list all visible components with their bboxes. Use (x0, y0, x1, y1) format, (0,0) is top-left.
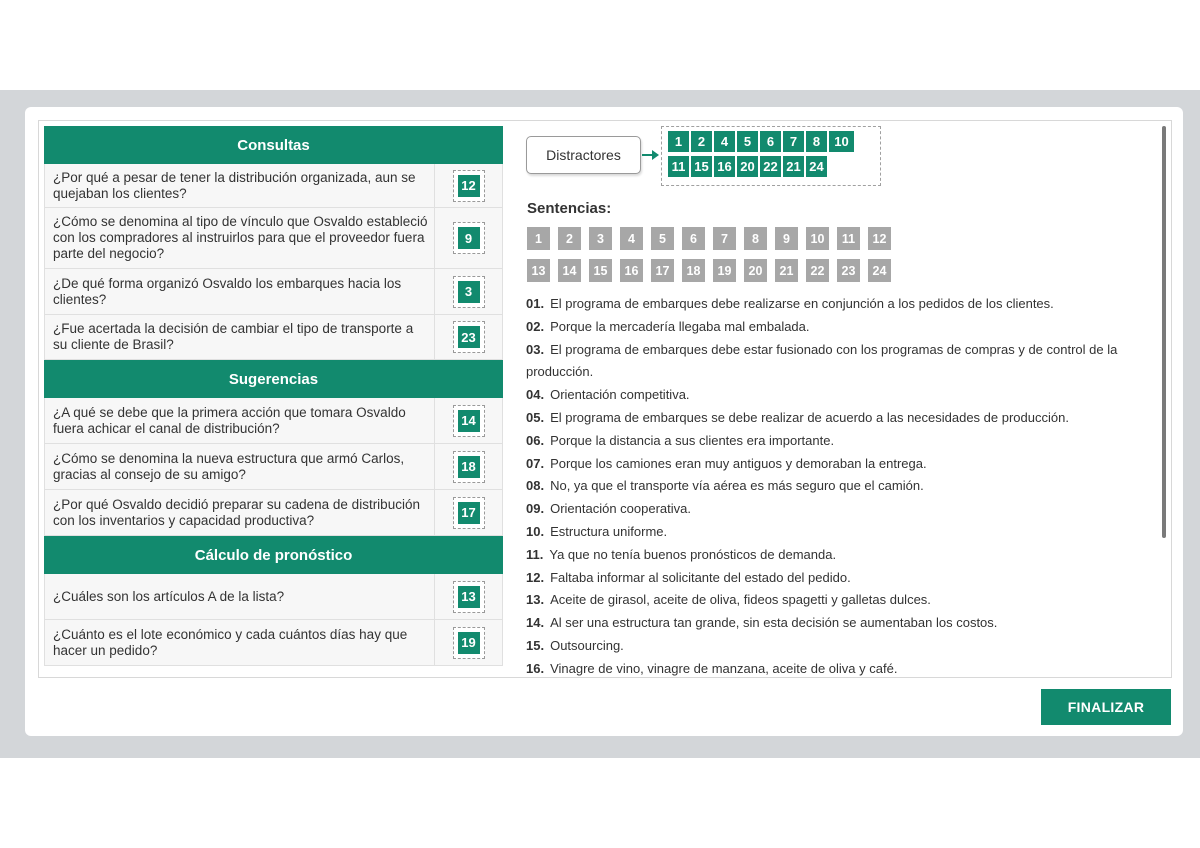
question-row (44, 164, 503, 208)
sentence-number: 04. (526, 387, 545, 403)
sentence-number: 03. (526, 341, 545, 357)
sentence-tile[interactable]: 22 (806, 259, 829, 282)
sentence-number: 12. (526, 569, 545, 585)
sentence-number: 06. (526, 432, 545, 448)
sentence-tile[interactable]: 15 (589, 259, 612, 282)
sentence-number: 05. (526, 409, 545, 425)
sentence-tile[interactable]: 5 (651, 227, 674, 250)
list-item (526, 293, 1154, 316)
sentence-number: 09. (526, 501, 545, 517)
sentence-tile[interactable]: 9 (775, 227, 798, 250)
answer-tile[interactable]: 19 (458, 632, 480, 654)
sentence-text: Ya que no tenía buenos pronósticos de demanda. (549, 546, 837, 562)
list-item (526, 658, 1154, 681)
sentence-tile[interactable]: 2 (558, 227, 581, 250)
sentence-tile[interactable]: 7 (713, 227, 736, 250)
question-row (44, 490, 503, 536)
distractor-tile[interactable]: 15 (691, 156, 712, 177)
answer-drop-zone[interactable] (453, 321, 485, 353)
vertical-scrollbar[interactable] (1162, 126, 1166, 538)
sentence-tile[interactable]: 1 (527, 227, 550, 250)
answer-cell (434, 208, 502, 268)
answer-drop-zone[interactable] (453, 222, 485, 254)
question-text: ¿A qué se debe que la primera acción que tomara Osvaldo fuera achicar el canal de distribución? (53, 404, 406, 436)
sentence-tile[interactable]: 6 (682, 227, 705, 250)
sentence-tile[interactable]: 23 (837, 259, 860, 282)
answer-drop-zone[interactable] (453, 276, 485, 308)
sentence-tile[interactable]: 12 (868, 227, 891, 250)
question-text: ¿Cómo se denomina la nueva estructura que armó Carlos, gracias al consejo de su amigo? (53, 450, 405, 482)
distractor-tile[interactable]: 21 (783, 156, 804, 177)
question-text: ¿Por qué Osvaldo decidió preparar su cadena de distribución con los inventarios y capacidad productiva? (53, 496, 420, 528)
distractor-tile[interactable]: 8 (806, 131, 827, 152)
question-row (44, 620, 503, 666)
sentence-tile[interactable]: 11 (837, 227, 860, 250)
distractor-tile[interactable]: 24 (806, 156, 827, 177)
distractor-tile[interactable]: 20 (737, 156, 758, 177)
sentence-text: Aceite de girasol, aceite de oliva, fideos spagetti y galletas dulces. (550, 592, 931, 608)
sentence-text: Estructura uniforme. (550, 523, 668, 539)
question-text: ¿De qué forma organizó Osvaldo los embarques hacia los clientes? (53, 275, 402, 307)
question-text: ¿Cómo se denomina al tipo de vínculo que Osvaldo estableció con los compradores al instruirlos para que el proveedor fuera parte del negocio? (53, 214, 428, 261)
distractor-tile[interactable]: 1 (668, 131, 689, 152)
sentence-text: Porque los camiones eran muy antiguos y demoraban la entrega. (550, 455, 927, 471)
sentence-number: 08. (526, 478, 545, 494)
list-item (526, 475, 1154, 498)
list-item (526, 316, 1154, 339)
sentence-text: Al ser una estructura tan grande, sin esta decisión se aumentaban los costos. (550, 615, 998, 631)
sentence-tile[interactable]: 3 (589, 227, 612, 250)
question-text: ¿Cuáles son los artículos A de la lista? (53, 588, 285, 604)
sentence-number: 10. (526, 523, 545, 539)
sentence-text: Porque la distancia a sus clientes era importante. (550, 432, 835, 448)
answer-cell (434, 620, 502, 665)
question-row (44, 574, 503, 620)
answer-tile[interactable]: 13 (458, 586, 480, 608)
sentence-tile[interactable]: 19 (713, 259, 736, 282)
answer-drop-zone[interactable] (453, 451, 485, 483)
answer-cell (434, 398, 502, 443)
sentencias-tiles-row-1 (527, 227, 899, 250)
answer-tile[interactable]: 23 (458, 326, 480, 348)
sentence-text: El programa de embarques debe realizarse en conjunción a los pedidos de los clientes. (550, 296, 1054, 311)
distractor-tile[interactable]: 5 (737, 131, 758, 152)
sentence-number: 02. (526, 318, 545, 334)
sentence-number: 14. (526, 615, 545, 631)
sentence-tile[interactable]: 21 (775, 259, 798, 282)
distractores-row-1 (668, 131, 880, 156)
distractor-tile[interactable]: 4 (714, 131, 735, 152)
distractor-tile[interactable]: 6 (760, 131, 781, 152)
sentence-text: Orientación competitiva. (550, 387, 690, 403)
distractor-tile[interactable]: 2 (691, 131, 712, 152)
sentence-tile[interactable]: 17 (651, 259, 674, 282)
answer-drop-zone[interactable] (453, 405, 485, 437)
sentence-tile[interactable]: 8 (744, 227, 767, 250)
list-item (526, 339, 1154, 385)
sentence-number: 16. (526, 660, 545, 676)
distractor-tile[interactable]: 22 (760, 156, 781, 177)
arrow-right-icon (652, 150, 659, 160)
question-text: ¿Por qué a pesar de tener la distribución organizada, aun se quejaban los clientes? (53, 169, 416, 201)
list-item (526, 430, 1154, 453)
answer-tile[interactable]: 3 (458, 281, 480, 303)
questions-table (44, 126, 503, 666)
list-item (526, 612, 1154, 635)
question-row (44, 315, 503, 360)
list-item (526, 407, 1154, 430)
distractores-row-2 (668, 156, 880, 181)
sentencias-list (526, 293, 1154, 681)
sentence-text: Porque la mercadería llegaba mal embalada. (550, 318, 810, 334)
answer-tile[interactable]: 14 (458, 410, 480, 432)
sentence-text: El programa de embarques se debe realizar de acuerdo a las necesidades de producción. (550, 409, 1069, 425)
distractor-tile[interactable]: 16 (714, 156, 735, 177)
sentence-number: 15. (526, 637, 545, 653)
question-text: ¿Fue acertada la decisión de cambiar el tipo de transporte a su cliente de Brasil? (53, 321, 414, 352)
sentence-tile[interactable]: 24 (868, 259, 891, 282)
sentence-number: 11. (526, 546, 544, 562)
sentence-tile[interactable]: 20 (744, 259, 767, 282)
section-header-sugerencias: Sugerencias (44, 360, 503, 398)
answer-cell (434, 269, 502, 314)
answer-tile[interactable]: 9 (458, 227, 480, 249)
distractor-tile[interactable]: 11 (668, 156, 689, 177)
answer-cell (434, 444, 502, 489)
sentence-number: 01. (526, 296, 545, 311)
question-row (44, 398, 503, 444)
list-item (526, 589, 1154, 612)
list-item (526, 521, 1154, 544)
sentence-tile[interactable]: 14 (558, 259, 581, 282)
answer-drop-zone[interactable] (453, 497, 485, 529)
answer-tile[interactable]: 18 (458, 456, 480, 478)
distractor-tile[interactable]: 10 (829, 131, 854, 152)
sentencias-tiles-row-2 (527, 259, 899, 282)
sentence-text: Vinagre de vino, vinagre de manzana, aceite de oliva y café. (550, 660, 898, 676)
sentence-tile[interactable]: 4 (620, 227, 643, 250)
distractores-button[interactable]: Distractores (526, 136, 641, 174)
sentencias-title: Sentencias: (527, 200, 612, 217)
answer-drop-zone[interactable] (453, 170, 485, 202)
distractor-tile[interactable]: 7 (783, 131, 804, 152)
finalizar-button[interactable]: FINALIZAR (1041, 689, 1171, 725)
answer-cell (434, 164, 502, 207)
list-item (526, 635, 1154, 658)
question-row (44, 269, 503, 315)
answer-tile[interactable]: 17 (458, 502, 480, 524)
answer-tile[interactable]: 12 (458, 175, 480, 197)
section-header-pronostico: Cálculo de pronóstico (44, 536, 503, 574)
section-header-consultas: Consultas (44, 126, 503, 164)
sentence-tile[interactable]: 13 (527, 259, 550, 282)
list-item (526, 544, 1154, 567)
list-item (526, 567, 1154, 590)
answer-cell (434, 574, 502, 619)
list-item (526, 384, 1154, 407)
question-row (44, 444, 503, 490)
question-text: ¿Cuánto es el lote económico y cada cuántos días hay que hacer un pedido? (53, 626, 408, 658)
sentence-text: No, ya que el transporte vía aérea es más seguro que el camión. (550, 478, 924, 494)
sentence-text: Outsourcing. (550, 637, 624, 653)
list-item (526, 498, 1154, 521)
list-item (526, 453, 1154, 476)
sentence-text: Orientación cooperativa. (550, 501, 691, 517)
question-row (44, 208, 503, 269)
sentence-tile[interactable]: 18 (682, 259, 705, 282)
sentence-number: 13. (526, 592, 545, 608)
distractores-drop-zone[interactable] (661, 126, 881, 186)
sentence-text: El programa de embarques debe estar fusionado con los programas de compras y de control de la producción. (526, 341, 1118, 380)
sentence-tile[interactable]: 16 (620, 259, 643, 282)
answer-cell (434, 490, 502, 535)
answer-drop-zone[interactable] (453, 581, 485, 613)
answer-cell (434, 315, 502, 359)
sentence-number: 07. (526, 455, 545, 471)
sentence-text: Faltaba informar al solicitante del estado del pedido. (550, 569, 851, 585)
sentence-tile[interactable]: 10 (806, 227, 829, 250)
answer-drop-zone[interactable] (453, 627, 485, 659)
